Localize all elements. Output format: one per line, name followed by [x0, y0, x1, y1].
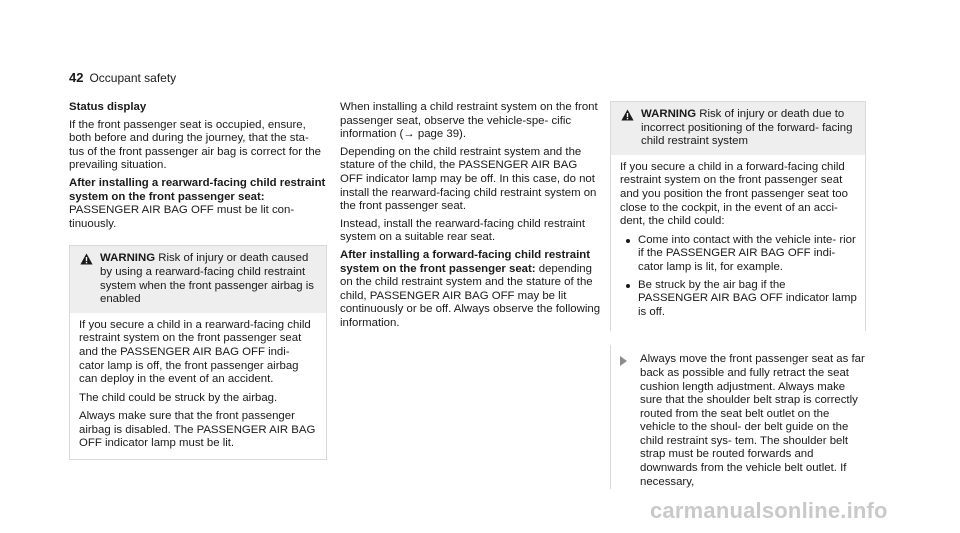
body-paragraph: Instead, install the rearward-facing child restraint system on a suitable rear seat.	[340, 217, 586, 244]
body-paragraph: Depending on the child restraint system and the stature of the child, the PASSENGER AIR BAG OFF indicator lamp may be off. In this case, do not install the rearward-facing child restraint system on the front passenger seat.	[340, 145, 597, 213]
body-paragraph: When installing a child restraint system on the front passenger seat, observe the vehicle-spe‐ cific information (→ page 39).	[340, 101, 598, 141]
status-display-text: If the front passenger seat is occupied, ensure, both before and during the journey, that the sta‐ tus of the front passenger air bag is correct for the prevailing situation.	[69, 118, 321, 172]
instruction-block	[610, 345, 866, 489]
list-item: Be struck by the air bag if the PASSENGER AIR BAG OFF indicator lamp is off.	[620, 279, 857, 320]
page-header	[69, 71, 176, 86]
page-number: 42	[69, 70, 84, 85]
forward-text: depending on the child restraint system and the stature of the child, PASSENGER AIR BAG OFF may be lit continuously or be off. Always observe the following information.	[340, 262, 601, 329]
section-title: Occupant safety	[89, 71, 177, 85]
list-item: Come into contact with the vehicle inte‐ rior if the PASSENGER AIR BAG OFF indi‐ cator lamp is lit, for example.	[620, 234, 857, 275]
instruction-text: Always move the front passenger seat as far back as possible and fully retract the seat cushion length adjustment. Always make sure that the shoulder belt strap is correctly routed from the seat belt outlet on the vehicle to the shoul‐ der belt guide on the child restraint sys‐ tem. The shoulder belt strap must be routed forwards and downwards from the vehicle belt outlet. If necessary,	[640, 353, 865, 488]
warning-paragraph: The child could be struck by the airbag.	[79, 391, 278, 404]
column-2	[340, 101, 602, 335]
watermark: carmanualsonline.info	[650, 498, 888, 523]
column-3	[610, 101, 866, 489]
warning-paragraph: If you secure a child in a rearward-facing child restraint system on the front passenger seat and the PASSENGER AIR BAG OFF indi‐ cator lamp is off, the front passenger airbag can deploy in the event of an accident.	[79, 318, 311, 386]
forward-instruction	[340, 249, 602, 331]
forward-heading: After installing a forward-facing child restraint system on the front passenger seat:	[340, 248, 590, 275]
warning-paragraph: If you secure a child in a forward-facing child restraint system on the front passenger seat and you position the front passenger seat too close to the cockpit, in the event of an acci‐ dent, the child could:	[620, 160, 848, 228]
warning-body	[70, 313, 326, 459]
warning-title: WARNING	[100, 252, 156, 265]
rearward-text: PASSENGER AIR BAG OFF must be lit con‐ tinuously.	[69, 204, 295, 230]
warning-bullet-list	[620, 234, 857, 320]
rearward-heading: After installing a rearward-facing child restraint system on the front passenger seat:	[69, 176, 326, 203]
warning-body	[611, 155, 865, 332]
warning-box-forward	[610, 101, 866, 331]
rearward-instruction	[69, 177, 327, 231]
warning-box-rearward	[69, 245, 327, 460]
warning-headline: Risk of injury or death caused by using a rearward-facing child restraint system when the front passenger airbag is enabled	[100, 252, 315, 306]
warning-paragraph: Always make sure that the front passenger airbag is disabled. The PASSENGER AIR BAG OFF indicator lamp must be lit.	[79, 410, 316, 450]
warning-header	[611, 102, 865, 155]
warning-triangle-icon	[621, 109, 634, 121]
warning-header	[70, 246, 326, 312]
warning-triangle-icon	[80, 253, 93, 265]
arrow-right-icon	[620, 356, 627, 366]
warning-headline: Risk of injury or death due to incorrect positioning of the forward- facing child restraint system	[641, 108, 853, 148]
warning-title: WARNING	[641, 108, 697, 120]
column-1	[69, 101, 327, 460]
status-display-heading: Status display	[69, 101, 147, 113]
